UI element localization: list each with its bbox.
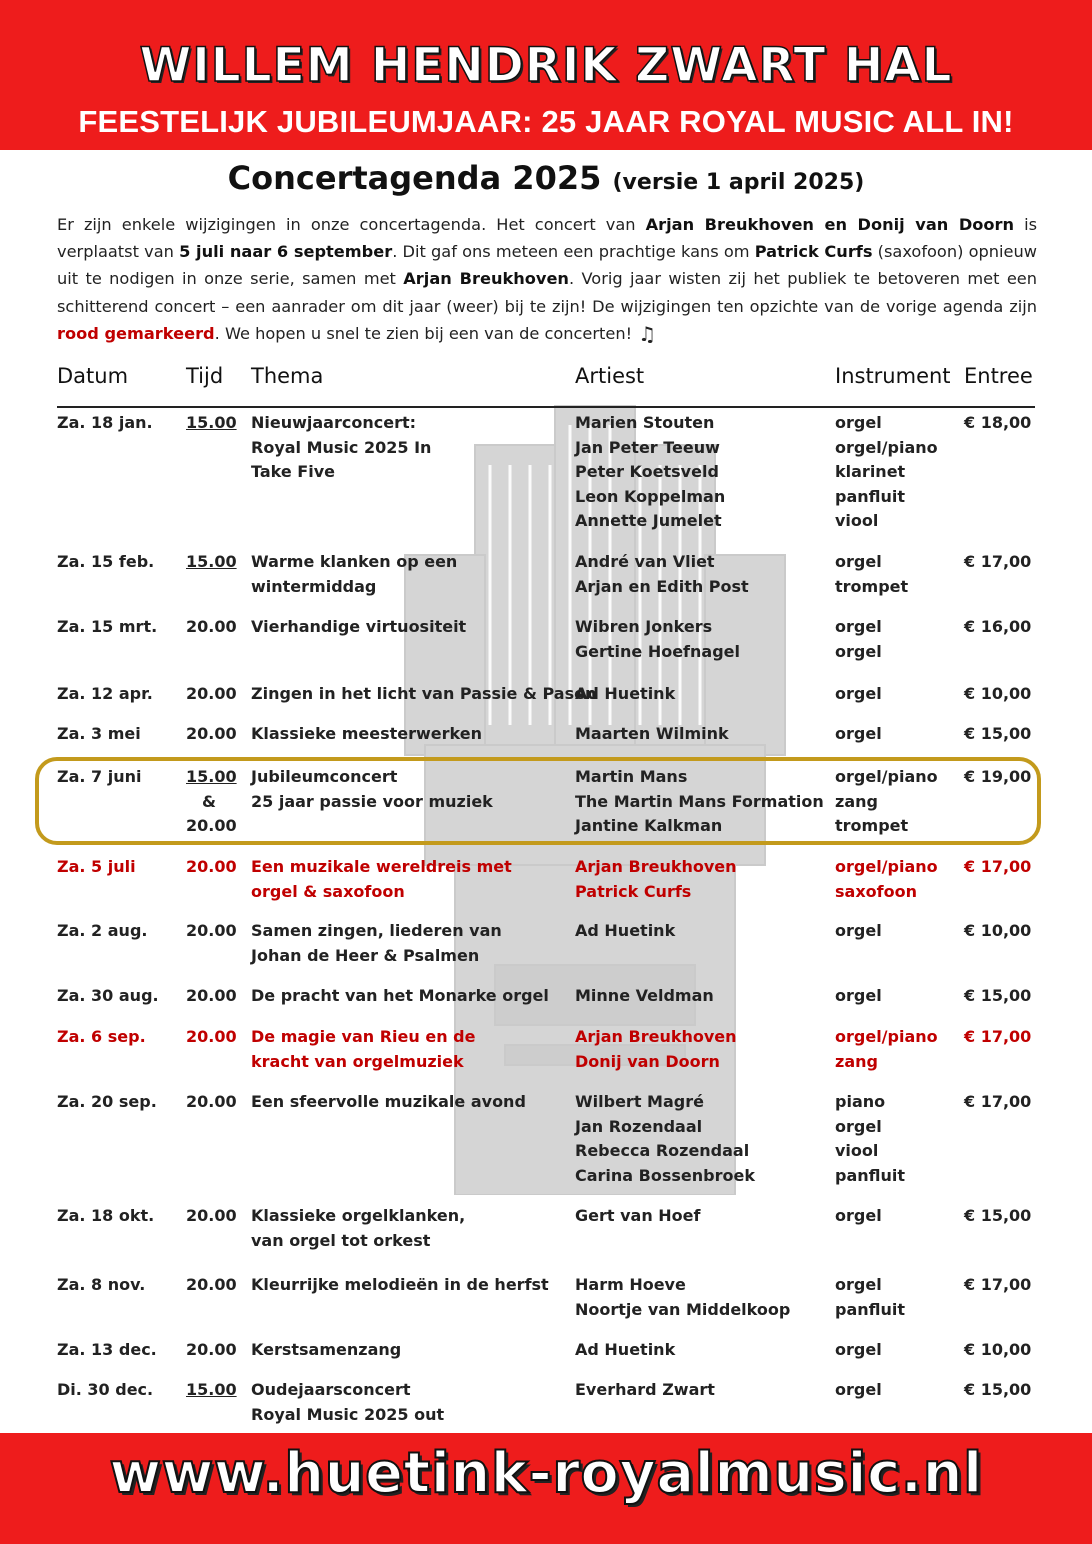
header-thema: Thema	[251, 364, 324, 388]
row-12-date: Za. 8 nov.	[57, 1275, 146, 1294]
row-7-price: € 10,00	[964, 921, 1032, 940]
row-8-date: Za. 30 aug.	[57, 986, 159, 1005]
row-1-date: Za. 15 feb.	[57, 552, 155, 571]
row-11-price: € 15,00	[964, 1206, 1032, 1225]
website-link[interactable]: www.huetink-royalmusic.nl	[109, 1441, 983, 1506]
row-11-date: Za. 18 okt.	[57, 1206, 155, 1225]
row-2-artists: Wibren Jonkers Gertine Hoefnagel	[575, 617, 740, 661]
row-3-instruments: orgel	[835, 684, 882, 703]
row-4-theme: Klassieke meesterwerken	[251, 724, 482, 743]
intro-text-4: (saxofoon) opnieuw uit te nodigen in onze serie, samen met	[57, 242, 1037, 289]
jubilee-subtitle: FEESTELIJK JUBILEUMJAAR: 25 JAAR ROYAL MUSIC ALL IN!	[78, 104, 1014, 139]
header-artiest: Artiest	[575, 364, 645, 388]
row-7-time: 20.00	[186, 921, 237, 940]
row-1-price: € 17,00	[964, 552, 1032, 571]
row-3-artists: Ad Huetink	[575, 684, 676, 703]
row-14-date: Di. 30 dec.	[57, 1380, 154, 1399]
row-6-time: 20.00	[186, 857, 237, 876]
row-2-instruments: orgel orgel	[835, 617, 882, 661]
venue-title: WILLEM HENDRIK ZWART HAL	[139, 38, 953, 93]
agenda-title	[0, 159, 1092, 197]
agenda-version: (versie 1 april 2025)	[612, 170, 865, 195]
bottom-banner	[0, 1433, 1092, 1544]
row-10-artists: Wilbert Magré Jan Rozendaal Rebecca Rozendaal Carina Bossenbroek	[575, 1092, 755, 1185]
row-11-time: 20.00	[186, 1206, 237, 1225]
row-10-instruments: piano orgel viool panfluit	[835, 1092, 906, 1185]
row-13-time: 20.00	[186, 1340, 237, 1359]
row-13-price: € 10,00	[964, 1340, 1032, 1359]
row-2-time: 20.00	[186, 617, 237, 636]
row-9-theme: De magie van Rieu en de kracht van orgelmuziek	[251, 1027, 476, 1071]
row-2-price: € 16,00	[964, 617, 1032, 636]
row-12-price: € 17,00	[964, 1275, 1032, 1294]
intro-text-3: . Dit gaf ons meteen een prachtige kans om	[392, 242, 755, 262]
header-instrument: Instrument	[835, 364, 951, 388]
top-banner	[0, 0, 1092, 150]
row-5-price: € 19,00	[964, 767, 1032, 786]
row-2-theme: Vierhandige virtuositeit	[251, 617, 467, 636]
intro-text-1: Er zijn enkele wijzigingen in onze concertagenda. Het concert van	[57, 215, 646, 234]
row-9-price: € 17,00	[964, 1027, 1032, 1046]
agenda-title-text: Concertagenda 2025	[227, 159, 602, 197]
row-6-date: Za. 5 juli	[57, 857, 136, 876]
intro-text-5: . Vorig jaar wisten zij het publiek te betoveren met een schitterend concert – een aanrader om dit jaar (weer) bij te zijn! De wijzigingen ten opzichte van de vorige agenda zijn	[57, 269, 1038, 316]
row-3-price: € 10,00	[964, 684, 1032, 703]
header-entree: Entree	[964, 364, 1033, 388]
row-12-instruments: orgel panfluit	[835, 1275, 906, 1319]
row-6-artists: Arjan Breukhoven Patrick Curfs	[575, 857, 737, 901]
row-4-date: Za. 3 mei	[57, 724, 141, 743]
row-5-artists: Martin Mans The Martin Mans Formation Jantine Kalkman	[575, 767, 824, 836]
intro-red-marked: rood gemarkeerd	[57, 323, 215, 343]
row-4-price: € 15,00	[964, 724, 1032, 743]
intro-bold-2: 5 juli naar 6 september	[179, 242, 393, 262]
row-0-theme: Nieuwjaarconcert: Royal Music 2025 In Take Five	[251, 413, 432, 482]
row-6-price: € 17,00	[964, 857, 1032, 876]
row-13-instruments: orgel	[835, 1340, 882, 1359]
row-9-date: Za. 6 sep.	[57, 1027, 146, 1046]
header-divider	[57, 406, 1035, 408]
row-9-artists: Arjan Breukhoven Donij van Doorn	[575, 1027, 737, 1071]
row-5-theme: Jubileumconcert 25 jaar passie voor muziek	[251, 767, 493, 811]
row-6-instruments: orgel/piano saxofoon	[835, 857, 938, 901]
row-13-artists: Ad Huetink	[575, 1340, 676, 1359]
row-8-price: € 15,00	[964, 986, 1032, 1005]
row-8-time: 20.00	[186, 986, 237, 1005]
intro-bold-3: Patrick Curfs	[754, 242, 873, 262]
intro-text-2: is verplaatst van	[57, 215, 1038, 262]
row-1-artists: André van Vliet Arjan en Edith Post	[575, 552, 749, 596]
row-13-theme: Kerstsamenzang	[251, 1340, 402, 1359]
intro-text-6: . We hopen u snel te zien bij een van de concerten!	[214, 323, 633, 343]
row-7-artists: Ad Huetink	[575, 921, 676, 940]
row-0-time: 15.00	[186, 413, 237, 432]
row-4-instruments: orgel	[835, 724, 882, 743]
row-14-price: € 15,00	[964, 1380, 1032, 1399]
row-2-date: Za. 15 mrt.	[57, 617, 158, 636]
row-10-time: 20.00	[186, 1092, 237, 1111]
row-6-theme: Een muzikale wereldreis met orgel & saxofoon	[251, 857, 512, 901]
row-7-instruments: orgel	[835, 921, 882, 940]
row-5-time: 15.00 & 20.00	[186, 767, 237, 836]
row-1-theme: Warme klanken op een wintermiddag	[251, 552, 458, 596]
row-9-instruments: orgel/piano zang	[835, 1027, 938, 1071]
row-4-time: 20.00	[186, 724, 237, 743]
row-8-artists: Minne Veldman	[575, 986, 714, 1005]
row-0-artists: Marien Stouten Jan Peter Teeuw Peter Koetsveld Leon Koppelman Annette Jumelet	[575, 413, 726, 531]
row-12-artists: Harm Hoeve Noortje van Middelkoop	[575, 1275, 791, 1319]
row-11-theme: Klassieke orgelklanken, van orgel tot orkest	[251, 1206, 466, 1250]
row-10-date: Za. 20 sep.	[57, 1092, 157, 1111]
row-14-artists: Everhard Zwart	[575, 1380, 715, 1399]
row-11-instruments: orgel	[835, 1206, 882, 1225]
row-5-date: Za. 7 juni	[57, 767, 142, 786]
row-5-instruments: orgel/piano zang trompet	[835, 767, 938, 836]
row-4-artists: Maarten Wilmink	[575, 724, 729, 743]
row-12-theme: Kleurrijke melodieën in de herfst	[251, 1275, 549, 1294]
row-14-instruments: orgel	[835, 1380, 882, 1399]
row-0-date: Za. 18 jan.	[57, 413, 153, 432]
intro-paragraph	[57, 211, 1037, 348]
row-10-price: € 17,00	[964, 1092, 1032, 1111]
row-7-date: Za. 2 aug.	[57, 921, 148, 940]
header-datum: Datum	[57, 364, 129, 388]
row-8-theme: De pracht van het Monarke orgel	[251, 986, 549, 1005]
row-8-instruments: orgel	[835, 986, 882, 1005]
row-11-artists: Gert van Hoef	[575, 1206, 701, 1225]
row-10-theme: Een sfeervolle muzikale avond	[251, 1092, 526, 1111]
row-3-time: 20.00	[186, 684, 237, 703]
row-7-theme: Samen zingen, liederen van Johan de Heer & Psalmen	[251, 921, 502, 965]
row-3-theme: Zingen in het licht van Passie & Pasen	[251, 684, 597, 703]
header-tijd: Tijd	[186, 364, 224, 388]
row-13-date: Za. 13 dec.	[57, 1340, 157, 1359]
row-0-price: € 18,00	[964, 413, 1032, 432]
music-note-icon: ♫	[638, 321, 657, 346]
row-14-theme: Oudejaarsconcert Royal Music 2025 out	[251, 1380, 445, 1424]
intro-bold-4: Arjan Breukhoven	[403, 269, 569, 289]
row-1-time: 15.00	[186, 552, 237, 571]
row-9-time: 20.00	[186, 1027, 237, 1046]
row-1-instruments: orgel trompet	[835, 552, 909, 596]
row-0-instruments: orgel orgel/piano klarinet panfluit viool	[835, 413, 938, 531]
row-12-time: 20.00	[186, 1275, 237, 1294]
row-3-date: Za. 12 apr.	[57, 684, 153, 703]
row-14-time: 15.00	[186, 1380, 237, 1399]
intro-bold-1: Arjan Breukhoven en Donij van Doorn	[645, 215, 1015, 234]
